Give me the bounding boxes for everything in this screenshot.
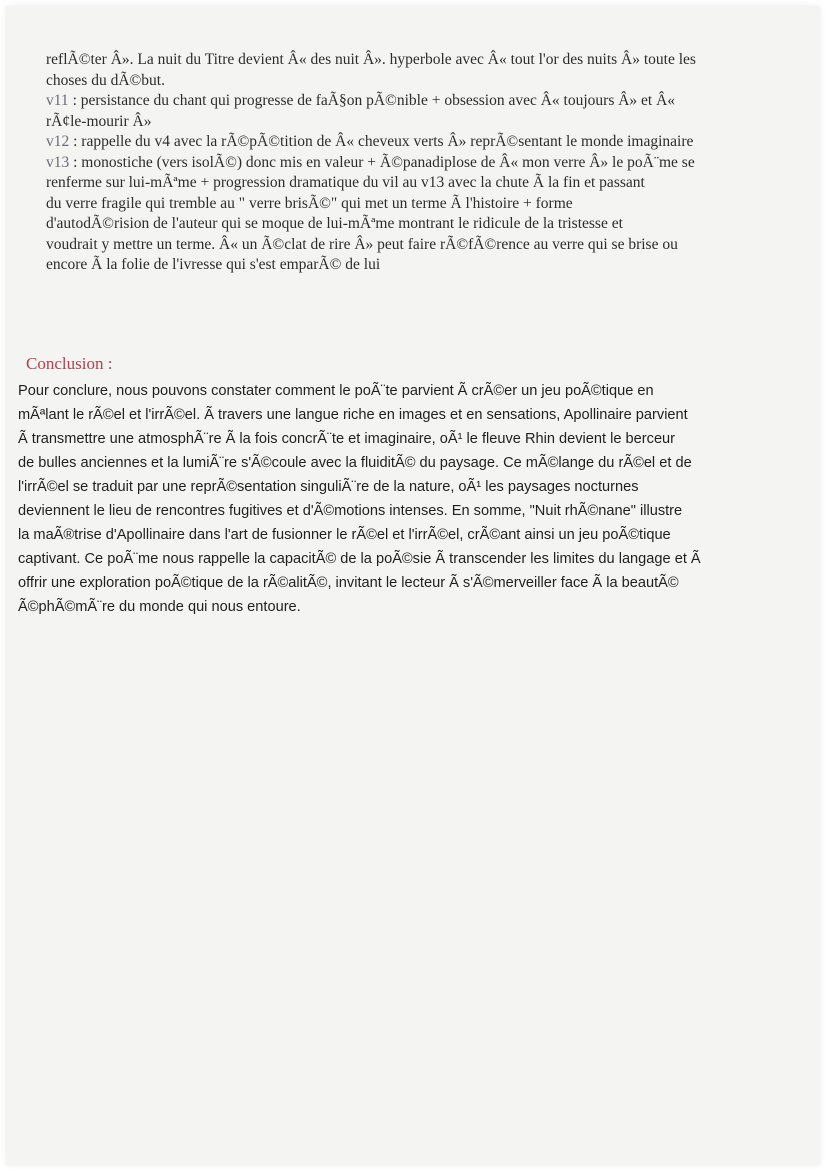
verse-label: v13 xyxy=(46,153,70,171)
analysis-line: renferme sur lui-mÃªme + progression dramatique du vil au v13 avec la chute Ã la fin et passant xyxy=(46,174,645,191)
analysis-line: rÃ¢le-mourir Â» xyxy=(46,112,152,130)
analysis-text: : rappelle du v4 avec la rÃ©pÃ©tition de Â« cheveux verts Â» reprÃ©sentant le monde imaginaire xyxy=(69,133,694,150)
conclusion-line: offrir une exploration poÃ©tique de la rÃ©alitÃ©, invitant le lecteur Ã s'Ã©merveiller face Ã la beautÃ© xyxy=(18,575,679,591)
verse-label: v11 xyxy=(46,92,69,109)
conclusion-line: Pour conclure, nous pouvons constater comment le poÃ¨te parvient Ã crÃ©er un jeu poÃ©tique en xyxy=(18,383,654,399)
conclusion-line: mÃªlant le rÃ©el et l'irrÃ©el. Ã travers une langue riche en images et en sensations, Apollinaire parvient xyxy=(18,407,688,423)
conclusion-paragraph xyxy=(18,379,808,619)
analysis-line: choses du dÃ©but. xyxy=(46,71,165,89)
conclusion-line: l'irrÃ©el se traduit par une reprÃ©sentation singuliÃ¨re de la nature, oÃ¹ les paysages nocturnes xyxy=(18,479,639,495)
analysis-text: : monostiche (vers isolÃ©) donc mis en valeur + Ã©panadiplose de Â« mon verre Â» le poÃ¨me se xyxy=(69,153,695,171)
conclusion-line: captivant. Ce poÃ¨me nous rappelle la capacitÃ© de la poÃ©sie Ã transcender les limites du langage et Ã xyxy=(18,551,701,567)
conclusion-line: deviennent le lieu de rencontres fugitives et d'Ã©motions intenses. En somme, "Nuit rhÃ©nane" illustre xyxy=(18,503,683,519)
analysis-text: : persistance du chant qui progresse de faÃ§on pÃ©nible + obsession avec Â« toujours Â» et Â« xyxy=(68,92,676,109)
v11-paragraph xyxy=(46,91,786,112)
analysis-line: reflÃ©ter Â». La nuit du Titre devient Â« des nuit Â». hyperbole avec Â« tout l'or des nuits Â» toute les xyxy=(46,51,696,68)
document-page xyxy=(6,6,820,1165)
analysis-line: du verre fragile qui tremble au " verre brisÃ©" qui met un terme Ã l'histoire + forme xyxy=(46,194,573,212)
conclusion-line: Ã©phÃ©mÃ¨re du monde qui nous entoure. xyxy=(18,599,301,615)
conclusion-line: de bulles anciennes et la lumiÃ¨re s'Ã©coule avec la fluiditÃ© du paysage. Ce mÃ©lange du rÃ©el et de xyxy=(18,455,692,471)
analysis-section xyxy=(46,50,786,276)
conclusion-line: la maÃ®trise d'Apollinaire dans l'art de fusionner le rÃ©el et l'irrÃ©el, crÃ©ant ainsi un jeu poÃ©tique xyxy=(18,527,671,543)
v13-paragraph xyxy=(46,153,786,174)
conclusion-line: Ã transmettre une atmosphÃ¨re Ã la fois concrÃ¨te et imaginaire, oÃ¹ le fleuve Rhin devient le berceur xyxy=(18,431,676,447)
analysis-line: d'autodÃ©rision de l'auteur qui se moque de lui-mÃªme montrant le ridicule de la tristesse et xyxy=(46,215,623,232)
v12-paragraph xyxy=(46,132,786,153)
conclusion-heading: Conclusion : xyxy=(26,354,113,373)
analysis-line: voudrait y mettre un terme. Â« un Ã©clat de rire Â» peut faire rÃ©fÃ©rence au verre qui se brise ou xyxy=(46,235,678,253)
verse-label: v12 xyxy=(46,133,70,150)
analysis-line: encore Ã la folie de l'ivresse qui s'est emparÃ© de lui xyxy=(46,256,381,273)
